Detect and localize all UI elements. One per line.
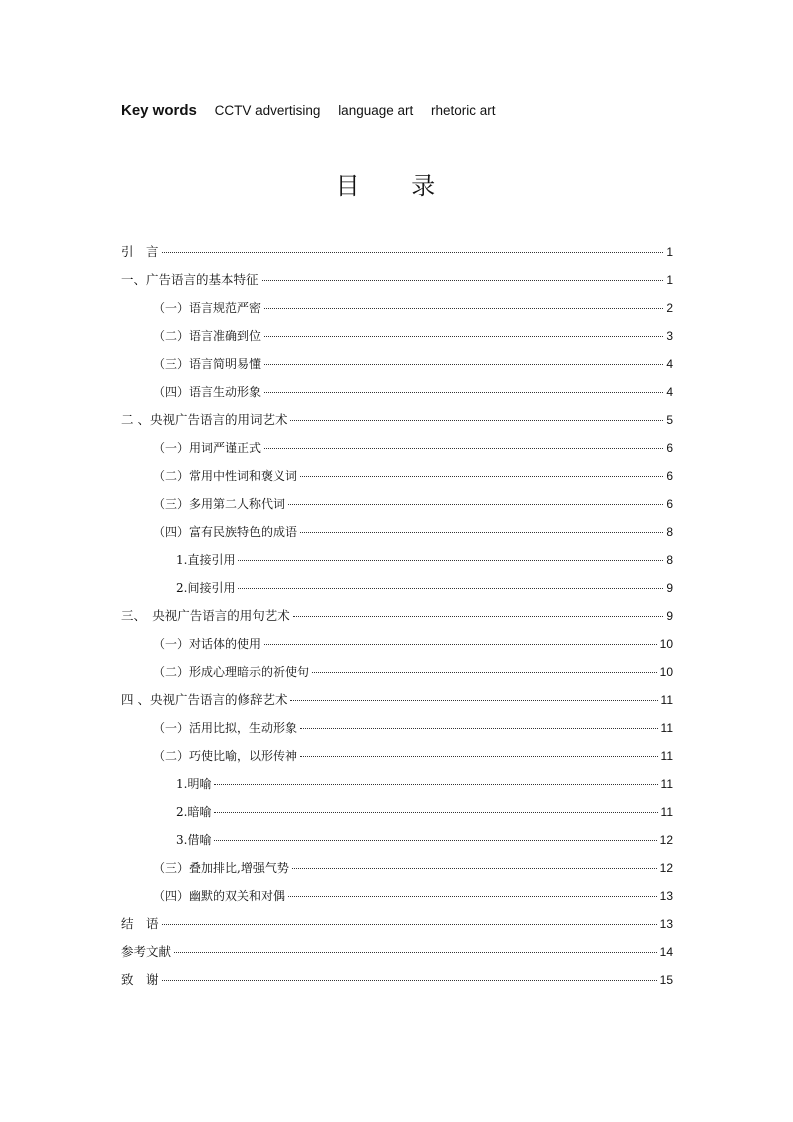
toc-page-number: 11 — [660, 777, 673, 791]
toc-entry-label: （四）语言生动形象 — [153, 385, 262, 399]
toc-entry[interactable] — [121, 829, 673, 857]
toc-entry-label: 致 谢 — [121, 972, 159, 987]
dot-leader — [290, 700, 657, 701]
toc-entry[interactable] — [121, 409, 673, 437]
toc-page-number: 6 — [666, 469, 673, 483]
toc-title: 目 录 — [335, 172, 458, 200]
toc-entry[interactable] — [121, 353, 673, 381]
toc-page-number: 8 — [666, 553, 673, 567]
toc-page-number: 4 — [666, 357, 673, 371]
toc-entry[interactable] — [121, 689, 673, 717]
keywords-line — [121, 102, 510, 119]
keyword-term: language art — [338, 103, 414, 118]
toc-entry[interactable] — [121, 885, 673, 913]
toc-entry-label: 四 、央视广告语言的修辞艺术 — [121, 692, 288, 707]
dot-leader — [162, 924, 657, 925]
toc-entry-label: 3.借喻 — [176, 833, 212, 847]
dot-leader — [174, 952, 657, 953]
toc-entry[interactable] — [121, 745, 673, 773]
dot-leader — [264, 308, 663, 309]
toc-entry-label: （一）对话体的使用 — [153, 637, 262, 651]
dot-leader — [300, 756, 658, 757]
toc-page-number: 14 — [659, 945, 673, 959]
toc-page-number: 11 — [660, 721, 673, 735]
dot-leader — [238, 560, 663, 561]
toc-entry[interactable] — [121, 969, 673, 997]
dot-leader — [214, 812, 657, 813]
dot-leader — [264, 448, 663, 449]
toc-entry[interactable] — [121, 577, 673, 605]
toc-entry[interactable] — [121, 241, 673, 269]
toc-page-number: 9 — [666, 581, 673, 595]
toc-entry-label: 1.直接引用 — [176, 553, 236, 567]
toc-page-number: 3 — [666, 329, 673, 343]
toc-entry[interactable] — [121, 941, 673, 969]
toc-entry[interactable] — [121, 773, 673, 801]
dot-leader — [264, 392, 663, 393]
toc-entry[interactable] — [121, 381, 673, 409]
toc-entry-label: （二）常用中性词和褒义词 — [153, 469, 298, 483]
dot-leader — [300, 476, 663, 477]
table-of-contents — [121, 241, 673, 997]
toc-entry[interactable] — [121, 857, 673, 885]
toc-page-number: 15 — [659, 973, 673, 987]
toc-page-number: 2 — [666, 301, 673, 315]
dot-leader — [264, 364, 663, 365]
dot-leader — [238, 588, 663, 589]
dot-leader — [214, 840, 656, 841]
dot-leader — [300, 728, 658, 729]
toc-page-number: 9 — [666, 609, 673, 623]
toc-entry-label: （二）语言准确到位 — [153, 329, 262, 343]
toc-page-number: 12 — [659, 861, 673, 875]
toc-entry-label: （二）巧使比喻，以形传神 — [153, 749, 298, 763]
toc-entry[interactable] — [121, 633, 673, 661]
dot-leader — [288, 504, 663, 505]
dot-leader — [264, 644, 657, 645]
toc-entry-label: （一）语言规范严密 — [153, 301, 262, 315]
toc-page-number: 12 — [659, 833, 673, 847]
toc-entry-label: 参考文献 — [121, 944, 172, 959]
toc-entry-label: （四）幽默的双关和对偶 — [153, 889, 286, 903]
toc-entry-label: 1.明喻 — [176, 777, 212, 791]
toc-page-number: 11 — [660, 693, 673, 707]
toc-entry-label: 2.间接引用 — [176, 581, 236, 595]
toc-entry-label: （一）用词严谨正式 — [153, 441, 262, 455]
toc-page-number: 10 — [659, 637, 673, 651]
toc-page-number: 8 — [666, 525, 673, 539]
toc-entry[interactable] — [121, 913, 673, 941]
keyword-term: rhetoric art — [431, 103, 496, 118]
toc-entry[interactable] — [121, 605, 673, 633]
dot-leader — [312, 672, 657, 673]
toc-entry-label: （三）语言简明易懂 — [153, 357, 262, 371]
dot-leader — [290, 420, 663, 421]
toc-entry-label: （二）形成心理暗示的祈使句 — [153, 665, 310, 679]
dot-leader — [162, 980, 657, 981]
toc-entry-label: 结 语 — [121, 916, 159, 931]
toc-entry[interactable] — [121, 325, 673, 353]
toc-entry[interactable] — [121, 521, 673, 549]
toc-entry-label: 三、 央视广告语言的用句艺术 — [121, 608, 290, 623]
toc-page-number: 4 — [666, 385, 673, 399]
dot-leader — [162, 252, 664, 253]
toc-entry-label: 二 、央视广告语言的用词艺术 — [121, 412, 288, 427]
toc-entry-label: （一）活用比拟，生动形象 — [153, 721, 298, 735]
toc-page-number: 1 — [666, 245, 673, 259]
toc-entry[interactable] — [121, 549, 673, 577]
dot-leader — [264, 336, 663, 337]
keywords-label: Key words — [121, 102, 197, 119]
dot-leader — [292, 868, 657, 869]
toc-page-number: 11 — [660, 749, 673, 763]
toc-entry[interactable] — [121, 437, 673, 465]
toc-page-number: 6 — [666, 441, 673, 455]
toc-entry-label: 引 言 — [121, 244, 159, 259]
toc-page-number: 10 — [659, 665, 673, 679]
dot-leader — [262, 280, 664, 281]
toc-page-number: 13 — [659, 889, 673, 903]
toc-entry-label: （三）多用第二人称代词 — [153, 497, 286, 511]
toc-entry-label: （三）叠加排比,增强气势 — [153, 861, 289, 875]
toc-entry[interactable] — [121, 465, 673, 493]
toc-entry[interactable] — [121, 297, 673, 325]
toc-entry[interactable] — [121, 661, 673, 689]
toc-entry-label: 2.暗喻 — [176, 805, 212, 819]
toc-entry[interactable] — [121, 269, 673, 297]
toc-page-number: 1 — [666, 273, 673, 287]
toc-entry[interactable] — [121, 801, 673, 829]
toc-page-number: 5 — [666, 413, 673, 427]
toc-entry-label: 一、广告语言的基本特征 — [121, 272, 259, 287]
toc-page-number: 11 — [660, 805, 673, 819]
toc-entry[interactable] — [121, 717, 673, 745]
toc-page-number: 6 — [666, 497, 673, 511]
toc-page-number: 13 — [659, 917, 673, 931]
keyword-term: CCTV advertising — [214, 103, 321, 118]
dot-leader — [293, 616, 664, 617]
dot-leader — [214, 784, 657, 785]
toc-entry[interactable] — [121, 493, 673, 521]
toc-entry-label: （四）富有民族特色的成语 — [153, 525, 298, 539]
dot-leader — [288, 896, 657, 897]
dot-leader — [300, 532, 663, 533]
